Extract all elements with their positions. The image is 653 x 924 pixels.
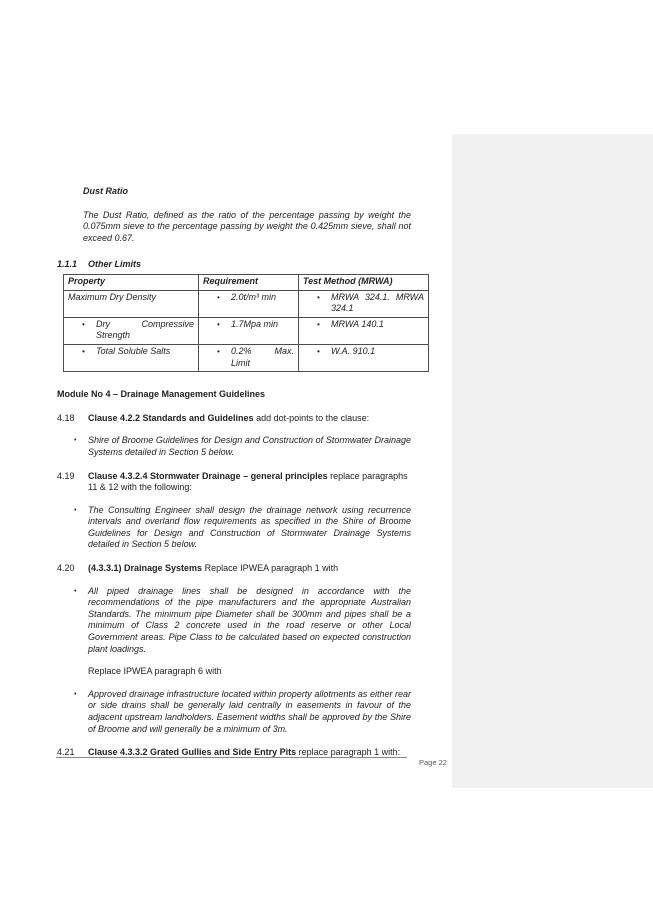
clause-number: 4.20 <box>57 563 75 574</box>
footer-divider <box>56 757 407 758</box>
clause-number: 4.18 <box>57 412 75 423</box>
clause-text: Clause 4.3.2.4 Stormwater Drainage – general principles replace paragraphs 11 & 12 with the following: <box>88 470 408 493</box>
clause-4-20 <box>57 563 411 575</box>
bullet-icon <box>217 292 231 304</box>
table-row <box>64 290 429 317</box>
cell-property: • Dry Compressive Strength <box>68 319 194 342</box>
table-row <box>64 344 429 371</box>
clause-text: Clause 4.2.2 Standards and Guidelines add dot-points to the clause: <box>88 412 370 423</box>
clause-4-18 <box>57 413 411 425</box>
dust-ratio-heading: Dust Ratio <box>83 186 128 196</box>
cell-test-method: • W.A. 910.1 <box>303 346 424 358</box>
bullet-icon: • <box>74 506 77 514</box>
clause-4-19 <box>57 471 411 494</box>
table-header-requirement: Requirement <box>199 274 299 290</box>
document-body <box>57 186 424 759</box>
bullet-icon <box>317 319 331 331</box>
other-limits-number: 1.1.1 <box>57 259 78 270</box>
other-limits-heading <box>57 259 411 271</box>
bullet-icon <box>317 346 331 358</box>
bullet-icon <box>82 319 96 342</box>
bullet-icon: • <box>74 690 77 698</box>
clause-number: 4.19 <box>57 470 75 481</box>
table-header-test-method: Test Method (MRWA) <box>299 274 429 290</box>
cell-requirement: • 0.2% Max. Limit <box>203 346 294 369</box>
cell-test-method: • MRWA 140.1 <box>303 319 424 331</box>
other-limits-table <box>63 274 429 372</box>
table-header-property: Property <box>64 274 199 290</box>
cell-property: Maximum Dry Density <box>68 291 157 302</box>
cell-test-method: • MRWA 324.1. MRWA 324.1 <box>303 292 424 315</box>
other-limits-title: Other Limits <box>88 259 142 270</box>
bullet-icon: • <box>74 437 77 445</box>
bullet-icon: • <box>74 587 77 595</box>
module-4-heading: Module No 4 – Drainage Management Guidelines <box>57 389 266 400</box>
dust-ratio-paragraph: The Dust Ratio, defined as the ratio of the percentage passing by weight the 0.075mm sieve to the percentage passing by weight the 0.425mm sieve, shall not exceed 0.67. <box>83 209 411 243</box>
bullet-icon <box>317 292 331 315</box>
table-header-row <box>64 274 429 290</box>
bullet-icon <box>82 346 96 358</box>
bullet-icon <box>217 346 231 369</box>
clause-4-19-bullet: • The Consulting Engineer shall design the drainage network using recurrence intervals and overland flow requirements as specified in the Shire of Broome Guidelines for Design and Construction of Stormwater Drainage Systems detailed in Section 5 below. <box>74 504 411 550</box>
clause-text: (4.3.3.1) Drainage Systems Replace IPWEA paragraph 1 with <box>88 563 339 574</box>
clause-4-20-bullet-1: • All piped drainage lines shall be designed in accordance with the recommendations of the pipe manufacturers and the appropriate Australian Standards. The minimum pipe Diameter shall be 300mm and pipes shall be a minimum of Class 2 concrete used in the road reserve or other Local Government areas. Pipe Class to be calculated based on expected construction plant loadings. <box>74 585 411 654</box>
clause-4-20-bullet-2: • Approved drainage infrastructure located within property allotments as either rear or side drains shall be generally laid centrally in easements in favour of the adjacent upstream landholders. Easement widths shall be approved by the Shire of Broome and will generally be a minimum of 3m. <box>74 688 411 734</box>
clause-text: Clause 4.3.3.2 Grated Gullies and Side Entry Pits replace paragraph 1 with: <box>88 747 401 758</box>
side-panel-background <box>452 134 653 788</box>
table-row <box>64 317 429 344</box>
clause-4-20-replace-line: Replace IPWEA paragraph 6 with <box>88 666 222 677</box>
bullet-icon <box>217 319 231 331</box>
page-number: Page 22 <box>419 758 447 767</box>
cell-requirement: • 1.7Mpa min <box>203 319 294 331</box>
clause-4-18-bullet: • Shire of Broome Guidelines for Design and Construction of Stormwater Drainage Systems detailed in Section 5 below. <box>74 435 411 457</box>
clause-number: 4.21 <box>57 747 75 758</box>
cell-property: • Total Soluble Salts <box>68 346 194 358</box>
cell-requirement: • 2.0t/m³ min <box>203 292 294 304</box>
